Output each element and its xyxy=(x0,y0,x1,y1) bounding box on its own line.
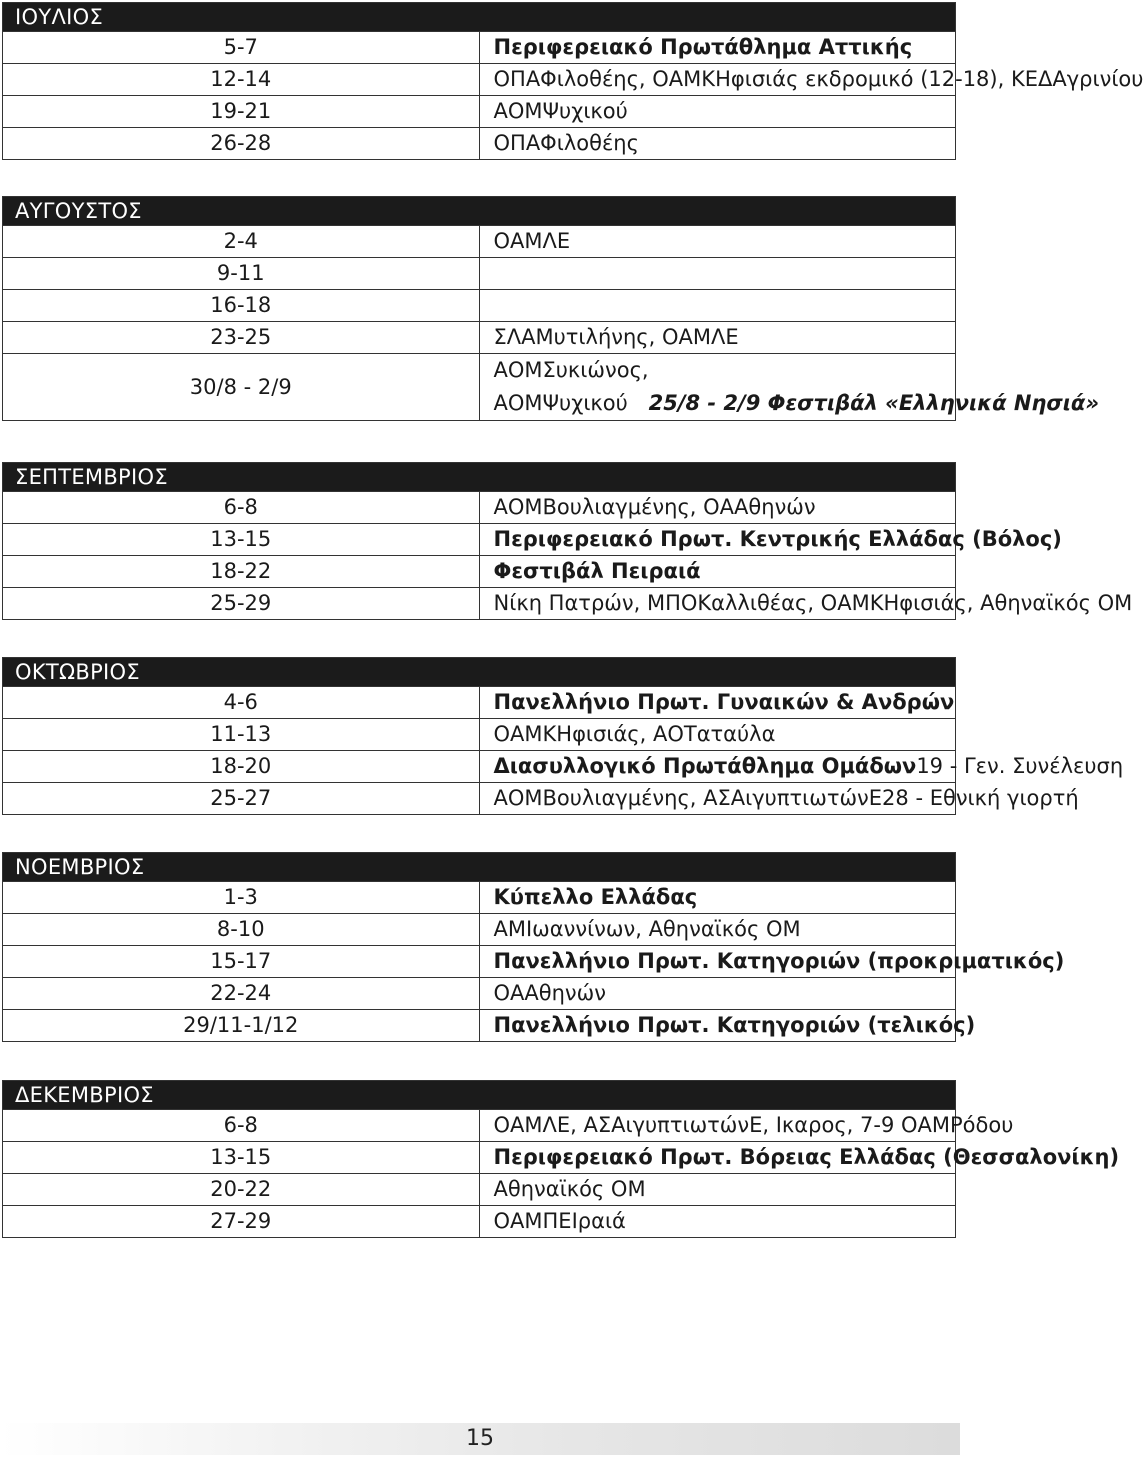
event-cell xyxy=(479,1206,956,1238)
event-text: ΑΟΜΒουλιαγμένης, ΑΣΑιγυπτιωτώνΕ xyxy=(493,786,883,810)
date-cell: 9-11 xyxy=(3,258,480,290)
schedule-row xyxy=(3,32,956,64)
month-table xyxy=(2,852,1065,1042)
schedule-row xyxy=(3,588,956,620)
event-cell xyxy=(479,226,956,258)
event-cell xyxy=(479,588,1133,620)
month-table xyxy=(2,1080,1120,1238)
event-cell xyxy=(479,322,956,354)
schedule-row xyxy=(3,978,956,1010)
event-text: Αθηναϊκός ΟΜ xyxy=(493,1177,646,1201)
event-text: ΟΑΜΛΕ, ΑΣΑιγυπτιωτώνΕ, Ικαρος, 7-9 ΟΑΜΡόδου xyxy=(493,1113,1014,1137)
event-text: Διασυλλογικό Πρωτάθλημα Ομάδων xyxy=(493,754,917,778)
event-text: ΑΜΙωαννίνων, Αθηναϊκός ΟΜ xyxy=(493,917,801,941)
schedule-row xyxy=(3,556,956,588)
date-cell: 13-15 xyxy=(3,524,480,556)
event-text: ΑΟΜΨυχικού xyxy=(493,99,628,123)
event-cell xyxy=(479,882,956,914)
date-cell: 19-21 xyxy=(3,96,480,128)
date-cell: 6-8 xyxy=(3,1110,480,1142)
schedule-row xyxy=(3,290,956,322)
date-cell: 5-7 xyxy=(3,32,480,64)
event-text: Περιφερειακό Πρωτ. Κεντρικής Ελλάδας (Βόλος) xyxy=(493,527,1062,551)
event-text: Νίκη Πατρών, ΜΠΟΚαλλιθέας, ΟΑΜΚΗφισιάς, Αθηναϊκός ΟΜ xyxy=(493,591,1133,615)
month-heading: ΔΕΚΕΜΒΡΙΟΣ xyxy=(3,1081,956,1110)
event-cell xyxy=(479,556,956,588)
date-cell: 25-27 xyxy=(3,783,480,815)
schedule-row xyxy=(3,128,956,160)
event-text: ΟΑΑθηνών xyxy=(493,981,606,1005)
month-table xyxy=(2,657,1124,815)
date-cell: 20-22 xyxy=(3,1174,480,1206)
event-cell xyxy=(479,64,1143,96)
date-cell: 29/11-1/12 xyxy=(3,1010,480,1042)
schedule-row xyxy=(3,524,956,556)
event-cell xyxy=(479,1010,976,1042)
month-table xyxy=(2,2,1143,160)
schedule-row xyxy=(3,719,956,751)
event-cell xyxy=(479,946,1065,978)
event-cell xyxy=(479,524,1062,556)
event-cell xyxy=(479,1174,956,1206)
date-cell: 18-22 xyxy=(3,556,480,588)
date-cell: 15-17 xyxy=(3,946,480,978)
schedule-row xyxy=(3,882,956,914)
schedule-row xyxy=(3,687,956,719)
event-text: ΟΠΑΦιλοθέης, ΟΑΜΚΗφισιάς εκδρομικό (12-18), ΚΕΔΑγρινίου xyxy=(493,67,1143,91)
date-cell: 1-3 xyxy=(3,882,480,914)
event-text: Περιφερειακό Πρωτάθλημα Αττικής xyxy=(493,35,913,59)
event-text: ΟΠΑΦιλοθέης xyxy=(493,131,639,155)
schedule-row xyxy=(3,64,956,96)
schedule-row xyxy=(3,1174,956,1206)
event-text: Πανελλήνιο Πρωτ. Κατηγοριών (προκριματικός) xyxy=(493,949,1065,973)
event-cell xyxy=(479,978,956,1010)
event-cell xyxy=(479,1142,1120,1174)
event-cell xyxy=(479,492,956,524)
event-text: ΟΑΜΠΕΙραιά xyxy=(493,1209,626,1233)
event-text: Φεστιβάλ Πειραιά xyxy=(493,559,701,583)
event-text: ΟΑΜΚΗφισιάς, ΑΟΤαταύλα xyxy=(493,722,776,746)
date-cell: 16-18 xyxy=(3,290,480,322)
date-cell: 2-4 xyxy=(3,226,480,258)
event-text: ΑΟΜΣυκιώνος, xyxy=(493,358,649,382)
schedule-row xyxy=(3,914,956,946)
month-heading: ΙΟΥΛΙΟΣ xyxy=(3,3,956,32)
schedule-row xyxy=(3,258,956,290)
event-cell xyxy=(479,354,1099,421)
schedule-row xyxy=(3,322,956,354)
event-cell xyxy=(479,751,1124,783)
date-cell: 13-15 xyxy=(3,1142,480,1174)
event-note: 19 - Γεν. Συνέλευση xyxy=(916,754,1124,778)
event-text: ΑΟΜΨυχικού xyxy=(493,391,628,415)
date-cell: 22-24 xyxy=(3,978,480,1010)
date-cell: 8-10 xyxy=(3,914,480,946)
event-cell xyxy=(479,687,956,719)
event-text: Πανελλήνιο Πρωτ. Γυναικών & Ανδρών xyxy=(493,690,955,714)
event-cell xyxy=(479,783,1079,815)
date-cell: 27-29 xyxy=(3,1206,480,1238)
date-cell: 26-28 xyxy=(3,128,480,160)
date-cell: 11-13 xyxy=(3,719,480,751)
schedule-row xyxy=(3,946,956,978)
page-number: 15 xyxy=(466,1426,494,1451)
schedule-row xyxy=(3,354,956,421)
month-heading: ΣΕΠΤΕΜΒΡΙΟΣ xyxy=(3,463,956,492)
event-note: 28 - Εθνική γιορτή xyxy=(882,786,1079,810)
schedule-row xyxy=(3,1142,956,1174)
event-cell xyxy=(479,1110,1014,1142)
date-cell: 23-25 xyxy=(3,322,480,354)
date-cell: 6-8 xyxy=(3,492,480,524)
schedule-row xyxy=(3,751,956,783)
event-text: ΣΛΑΜυτιλήνης, ΟΑΜΛΕ xyxy=(493,325,739,349)
schedule-row xyxy=(3,1206,956,1238)
month-heading: ΝΟΕΜΒΡΙΟΣ xyxy=(3,853,956,882)
date-cell: 18-20 xyxy=(3,751,480,783)
date-cell: 4-6 xyxy=(3,687,480,719)
event-text: ΑΟΜΒουλιαγμένης, ΟΑΑθηνών xyxy=(493,495,816,519)
date-cell: 25-29 xyxy=(3,588,480,620)
schedule-row xyxy=(3,226,956,258)
schedule-row xyxy=(3,1010,956,1042)
schedule-row xyxy=(3,492,956,524)
event-text: Κύπελλο Ελλάδας xyxy=(493,885,698,909)
date-cell: 30/8 - 2/9 xyxy=(3,354,480,421)
event-text: ΟΑΜΛΕ xyxy=(493,229,571,253)
month-heading: ΟΚΤΩΒΡΙΟΣ xyxy=(3,658,956,687)
month-heading: ΑΥΓΟΥΣΤΟΣ xyxy=(3,197,956,226)
festival-note: 25/8 - 2/9 Φεστιβάλ «Ελληνικά Νησιά» xyxy=(648,391,1099,415)
schedule-row xyxy=(3,1110,956,1142)
event-cell xyxy=(479,128,956,160)
schedule-row xyxy=(3,96,956,128)
event-cell xyxy=(479,290,956,322)
event-cell xyxy=(479,914,956,946)
event-text: Πανελλήνιο Πρωτ. Κατηγοριών (τελικός) xyxy=(493,1013,976,1037)
event-cell xyxy=(479,96,956,128)
event-text: Περιφερειακό Πρωτ. Βόρειας Ελλάδας (Θεσσαλονίκη) xyxy=(493,1145,1120,1169)
month-table xyxy=(2,462,1133,620)
event-cell xyxy=(479,32,956,64)
month-table xyxy=(2,196,1099,421)
event-cell xyxy=(479,719,956,751)
schedule-row xyxy=(3,783,956,815)
date-cell: 12-14 xyxy=(3,64,480,96)
event-cell xyxy=(479,258,956,290)
